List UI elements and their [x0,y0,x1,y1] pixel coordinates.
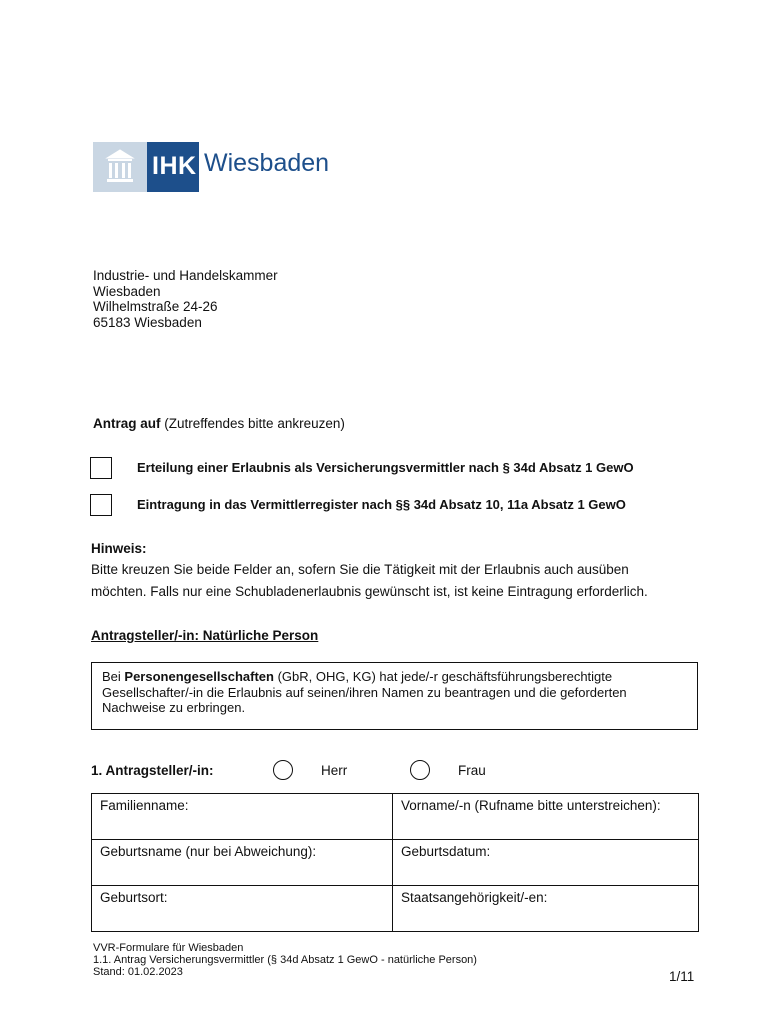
ihk-brand-block [147,142,199,192]
antrag-label: Antrag auf [93,416,161,431]
field-geburtsname[interactable]: Geburtsname (nur bei Abweichung): [92,840,393,886]
antrag-heading [93,416,345,431]
field-familienname[interactable]: Familienname: [92,794,393,840]
info-rest: (GbR, OHG, KG) hat jede/-r geschäftsführungsberechtigte Gesellschafter/-in die Erlaubnis auf seinen/ihren Namen zu beantragen und die geforderten Nachweise zu erbringen. [102,669,627,715]
address-line: 65183 Wiesbaden [93,314,202,330]
address-line: Wilhelmstraße 24-26 [93,299,218,314]
radio-herr[interactable] [273,760,293,780]
info-prefix: Bei [102,669,125,684]
footer [93,942,477,978]
applicant-form-table [91,793,699,932]
field-geburtsort[interactable]: Geburtsort: [92,886,393,932]
page-number: 1/11 [669,969,695,984]
footer-line: Stand: 01.02.2023 [93,966,183,978]
label-frau: Frau [458,763,486,778]
info-box-text [102,669,687,716]
address-block [93,268,278,330]
field-staatsangehoerigkeit[interactable]: Staatsangehörigkeit/-en: [393,886,699,932]
address-line: Wiesbaden [93,283,161,299]
checkbox-eintragung[interactable] [90,494,112,516]
table-row [92,886,699,932]
section-title: Antragsteller/-in: Natürliche Person [91,628,319,643]
ihk-logo [93,142,330,192]
label-herr: Herr [321,763,348,778]
hinweis-line: möchten. Falls nur eine Schubladenerlaubnis gewünscht ist, ist keine Eintragung erforderlich. [91,584,648,599]
brand-ihk: IHK [152,152,197,180]
option-erteilung-label: Erteilung einer Erlaubnis als Versicherungsvermittler nach § 34d Absatz 1 GewO [137,460,634,475]
field-vorname[interactable]: Vorname/-n (Rufname bitte unterstreichen): [393,794,699,840]
table-row [92,840,699,886]
footer-line: 1.1. Antrag Versicherungsvermittler (§ 34d Absatz 1 GewO - natürliche Person) [93,954,477,966]
info-box [91,662,698,730]
option-eintragung-label: Eintragung in das Vermittlerregister nach §§ 34d Absatz 10, 11a Absatz 1 GewO [137,497,626,512]
radio-frau[interactable] [410,760,430,780]
antrag-hint: (Zutreffendes bitte ankreuzen) [160,416,345,431]
hinweis-text [91,559,648,603]
field-geburtsdatum[interactable]: Geburtsdatum: [393,840,699,886]
ihk-building-icon [93,142,147,192]
applicant-heading: 1. Antragsteller/-in: [91,763,214,778]
brand-city: Wiesbaden [204,149,330,177]
hinweis-title: Hinweis: [91,541,147,556]
hinweis-line: Bitte kreuzen Sie beide Felder an, sofern Sie die Tätigkeit mit der Erlaubnis auch ausüben [91,562,629,577]
footer-line: VVR-Formulare für Wiesbaden [93,942,244,954]
info-bold: Personengesellschaften [124,669,274,684]
address-line: Industrie- und Handelskammer [93,268,278,283]
checkbox-erteilung[interactable] [90,457,112,479]
table-row [92,794,699,840]
